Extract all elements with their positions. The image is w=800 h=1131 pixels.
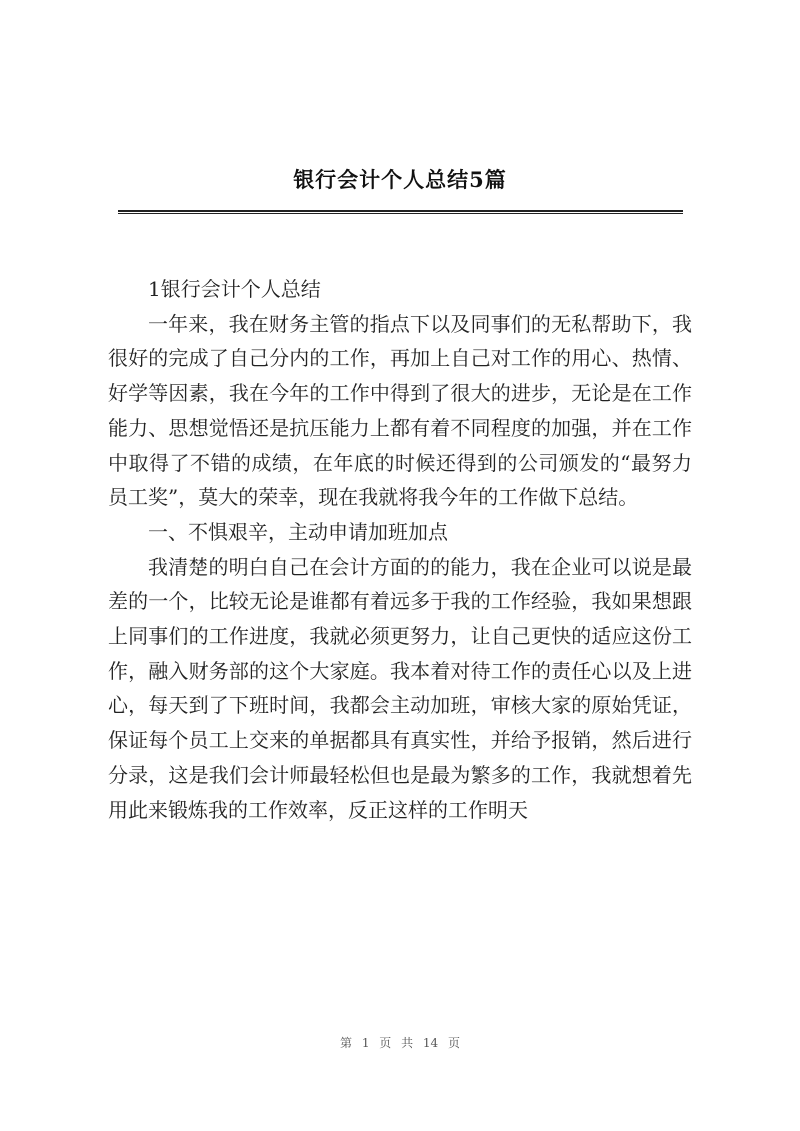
document-body — [108, 272, 692, 827]
body-paragraph: 我清楚的明白自己在会计方面的的能力，我在企业可以说是最差的一个，比较无论是谁都有着远多于我的工作经验，我如果想跟上同事们的工作进度，我就必须更努力，让自己更快的适应这份工作，融入财务部的这个大家庭。我本着对待工作的责任心以及上进心，每天到了下班时间，我都会主动加班，审核大家的原始凭证，保证每个员工上交来的单据都具有真实性，并给予报销，然后进行分录，这是我们会计师最轻松但也是最为繁多的工作，我就想着先用此来锻炼我的工作效率，反正这样的工作明天 — [108, 554, 692, 822]
page-number-footer: 第 1 页 共 14 页 — [340, 1036, 460, 1050]
section-heading: 1银行会计个人总结 — [148, 277, 321, 301]
body-paragraph: 一年来，我在财务主管的指点下以及同事们的无私帮助下，我很好的完成了自己分内的工作，再加上自己对工作的用心、热情、好学等因素，我在今年的工作中得到了很大的进步，无论是在工作能力、思想觉悟还是抗压能力上都有着不同程度的加强，并在工作中取得了不错的成绩，在年底的时候还得到的公司颁发的“最努力员工奖”，莫大的荣幸，现在我就将我今年的工作做下总结。 — [108, 311, 692, 510]
title-divider — [118, 210, 683, 214]
section-heading: 一、不惧艰辛，主动申请加班加点 — [148, 519, 448, 544]
document-title: 银行会计个人总结5篇 — [293, 167, 507, 192]
